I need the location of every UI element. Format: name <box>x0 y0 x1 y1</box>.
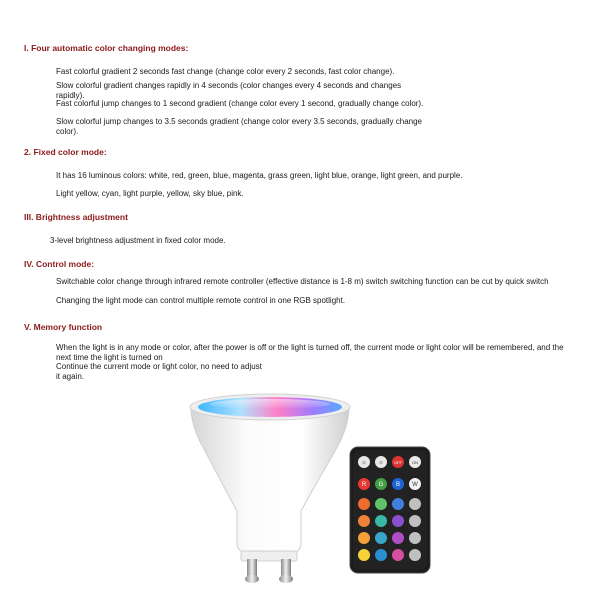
remote-letter-label-G: G <box>378 482 384 488</box>
section-1-line-1: Fast colorful gradient 2 seconds fast change (change color every 2 seconds, fast color change). <box>56 67 395 76</box>
remote-color-button-4-3[interactable] <box>392 532 404 544</box>
heading-section-4: IV. Control mode: <box>24 259 95 269</box>
ir-remote-control-icon <box>349 446 431 574</box>
remote-color-button-3-2[interactable] <box>375 515 387 527</box>
remote-top-button-label-4: ON <box>412 460 418 465</box>
remote-color-button-3-4[interactable] <box>409 515 421 527</box>
remote-color-button-3-3[interactable] <box>392 515 404 527</box>
section-1-line-2: Slow colorful gradient changes rapidly in 4 seconds (color changes every 4 seconds and changes rapidly). <box>56 81 402 100</box>
section-1-line-4: Slow colorful jump changes to 3.5 seconds gradient (change color every 3.5 seconds, gradually change color). <box>56 117 422 136</box>
section-5-line-1: When the light is in any mode or color, after the power is off or the light is turned off, the current mode or light color will be remembered, and the next time the light is turned on <box>56 343 564 362</box>
remote-color-button-4-2[interactable] <box>375 532 387 544</box>
section-5-line-2: Continue the current mode or light color, no need to adjust it again. <box>56 362 262 381</box>
remote-color-button-4-4[interactable] <box>409 532 421 544</box>
heading-section-3: III. Brightness adjustment <box>24 212 128 222</box>
remote-color-button-3-1[interactable] <box>358 515 370 527</box>
remote-color-button-2-3[interactable] <box>392 498 404 510</box>
remote-letter-label-W: W <box>412 482 418 488</box>
remote-letter-label-R: R <box>361 482 367 488</box>
remote-top-button-label-1: ☼ <box>361 460 367 466</box>
section-4-line-1: Switchable color change through infrared remote controller (effective distance is 1-8 m) switch switching function can be cut by quick switch <box>56 277 549 286</box>
remote-color-button-4-1[interactable] <box>358 532 370 544</box>
section-4-line-2: Changing the light mode can control multiple remote control in one RGB spotlight. <box>56 296 346 305</box>
heading-section-5: V. Memory function <box>24 322 103 332</box>
heading-section-1: I. Four automatic color changing modes: <box>24 43 189 53</box>
section-2-line-2: Light yellow, cyan, light purple, yellow, sky blue, pink. <box>56 189 244 198</box>
remote-letter-label-B: B <box>395 482 401 488</box>
remote-color-button-5-1[interactable] <box>358 549 370 561</box>
remote-top-button-label-2: ☼ <box>378 460 384 466</box>
remote-top-button-label-3: OFF <box>394 460 402 465</box>
remote-color-button-2-1[interactable] <box>358 498 370 510</box>
led-gu10-bulb-icon <box>185 393 357 585</box>
section-2-line-1: It has 16 luminous colors: white, red, green, blue, magenta, grass green, light blue, orange, light green, and purple. <box>56 171 463 180</box>
remote-color-button-5-3[interactable] <box>392 549 404 561</box>
remote-color-button-2-4[interactable] <box>409 498 421 510</box>
section-3-line-1: 3-level brightness adjustment in fixed color mode. <box>50 236 226 245</box>
heading-section-2: 2. Fixed color mode: <box>24 147 107 157</box>
remote-color-button-5-2[interactable] <box>375 549 387 561</box>
section-1-line-3: Fast colorful jump changes to 1 second gradient (change color every 1 second, gradually change color). <box>56 99 424 108</box>
remote-color-button-2-2[interactable] <box>375 498 387 510</box>
remote-color-button-5-4[interactable] <box>409 549 421 561</box>
